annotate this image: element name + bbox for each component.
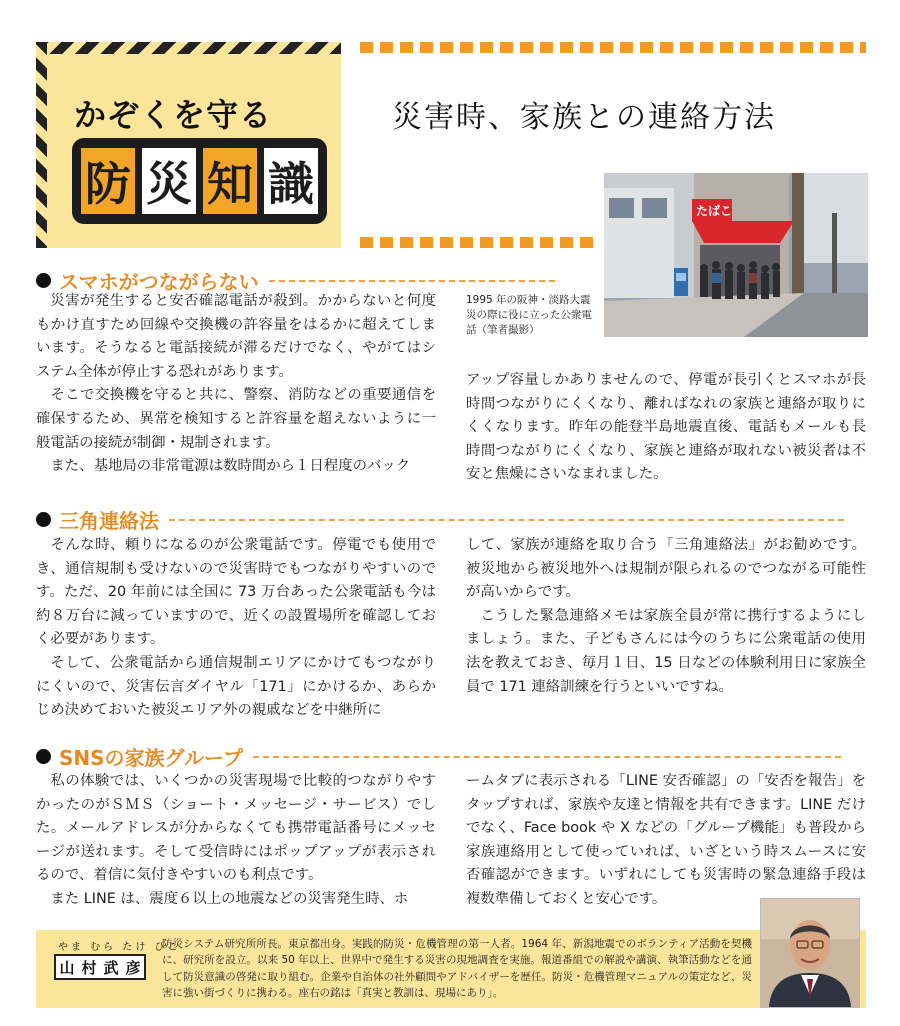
section-body-left <box>36 534 436 723</box>
section-body-left <box>36 290 436 479</box>
brand-title-char: 防 <box>81 148 135 214</box>
section-body-right <box>466 369 866 487</box>
author-name <box>54 954 146 980</box>
brand-subtitle: かぞくを守る <box>74 96 273 134</box>
paragraph: また、基地局の非常電源は数時間から１日程度のバック <box>50 458 411 475</box>
paragraph: そこで交換機を守ると共に、警察、消防などの重要通信を確保するため、異常を検知すると許容量を超えないように一般電話の接続が制御・規制されます。 <box>36 387 436 451</box>
bullet-dot <box>36 749 51 764</box>
author-furigana: やま むら たけ ひこ <box>58 942 181 953</box>
brand-box <box>36 42 341 248</box>
paragraph: こうした緊急連絡メモは家族全員が常に携行するようにしましょう。また、子どもさんには今のうちに公衆電話の使用法を教えておき、毎月１日、15 日などの体験利用日に家族全員で 171 連絡訓練を行うといいですね。 <box>466 607 866 695</box>
author-portrait <box>760 898 860 1008</box>
bullet-dot <box>36 273 51 288</box>
paragraph: して、家族が連絡を取り合う「三角連絡法」がお勧めです。被災地から被災地外へは規制が限られるのでつながる可能性が高いからです。 <box>466 537 866 601</box>
author-name-char: 村 <box>81 958 97 977</box>
section-body-right <box>466 770 866 912</box>
orange-stripe-top <box>360 42 866 53</box>
section-heading <box>36 742 841 771</box>
dashed-rule <box>269 280 555 282</box>
photo-caption: 1995 年の阪神・淡路大震災の際に役に立った公衆電話（筆者撮影） <box>466 294 592 336</box>
author-name-char: 山 <box>59 958 75 977</box>
paragraph: アップ容量しかありませんので、停電が長引くとスマホが長時間つながりにくくなり、離ればなれの家族と連絡が取りにくくなります。昨年の能登半島地震直後、電話もメールも長時間つながりにくくなり、家族と連絡が取れない被災者は不安と焦燥にさいなまれました。 <box>466 372 866 483</box>
brand-title-char: 災 <box>142 148 196 214</box>
paragraph: そして、公衆電話から通信規制エリアにかけてもつながりにくいので、災害伝言ダイヤル「171」にかけるか、あらかじめ決めておいた被災エリア外の親戚などを中継所に <box>36 654 436 719</box>
hazard-stripe-left <box>36 42 47 248</box>
section-body-left <box>36 770 436 912</box>
hazard-stripe-top <box>36 42 341 54</box>
brand-title-char: 識 <box>264 148 318 214</box>
section-title: スマホがつながらない <box>59 270 259 294</box>
author-name-char: 武 <box>103 958 119 977</box>
paragraph: 私の体験では、いくつかの災害現場で比較的つながりやすかったのがＳＭＳ（ショート・メッセージ・サービス）でした。メールアドレスが分からなくても携帯電話番号にメッセージが送れます。そして受信時にはポップアップが表示されるので、着信に気付きやすいのも利点です。 <box>36 773 436 884</box>
author-name-char: 彦 <box>125 958 141 977</box>
dashed-rule <box>253 756 841 758</box>
paragraph: 災害が発生すると安否確認電話が殺到。かからないと何度もかけ直すため回線や交換機の許容量をはるかに超えてしまいます。そうなると電話接続が滞るだけでなく、やがてはシステム全体が停止する恐れがあります。 <box>36 293 436 380</box>
section-title: SNSの家族グループ <box>59 746 243 770</box>
author-box <box>36 930 866 1008</box>
section-heading <box>36 505 844 534</box>
page-headline: 災害時、家族との連絡方法 <box>392 100 776 135</box>
section-title: 三角連絡法 <box>59 509 159 533</box>
paragraph: ームタブに表示される「LINE 安否確認」の「安否を報告」をタップすれば、家族や友達と情報を共有できます。LINE だけでなく、Face book や X などの「グループ機能」も普段から家族連絡用として使っていれば、いざという時スムースに安否確認ができます。いずれにしても災害時の緊急連絡手段は複数準備しておくと安心です。 <box>466 773 866 907</box>
brand-title <box>72 138 327 224</box>
paragraph: また LINE は、震度６以上の地震などの災害発生時、ホ <box>50 890 409 907</box>
street-scene-illustration <box>604 173 868 337</box>
orange-stripe-bottom <box>360 237 600 248</box>
section-body-right <box>466 534 866 699</box>
bullet-dot <box>36 512 51 527</box>
paragraph: そんな時、頼りになるのが公衆電話です。停電でも使用でき、通信規制も受けないので災害時でもつながりやすいのです。ただ、20 年前には全国に 73 万台あった公衆電話も今は約８万台に減っていますので、近くの設置場所を確認しておく必要があります。 <box>36 537 436 648</box>
payphone-photo <box>604 173 868 337</box>
brand-title-char: 知 <box>203 148 257 214</box>
dashed-rule <box>169 519 844 521</box>
shop-sign-text: たばこ <box>696 204 733 218</box>
author-bio: 防災システム研究所所長。東京都出身。実践的防災・危機管理の第一人者。1964 年、新潟地震でのボランティア活動を契機に、研究所を設立。以来 50 年以上、世界中で発生する災害の現地調査を実施。報道番組での解説や講演、執筆活動などを通して防災意識の啓発に取り組む。企業や自治体の社外顧問やアドバイザーを歴任。防災・危機管理マニュアルの策定など、災害に強い街づくりに携わる。座右の銘は「真実と教訓は、現場にあり」。 <box>162 938 752 1000</box>
author-portrait-illustration <box>761 899 859 1007</box>
